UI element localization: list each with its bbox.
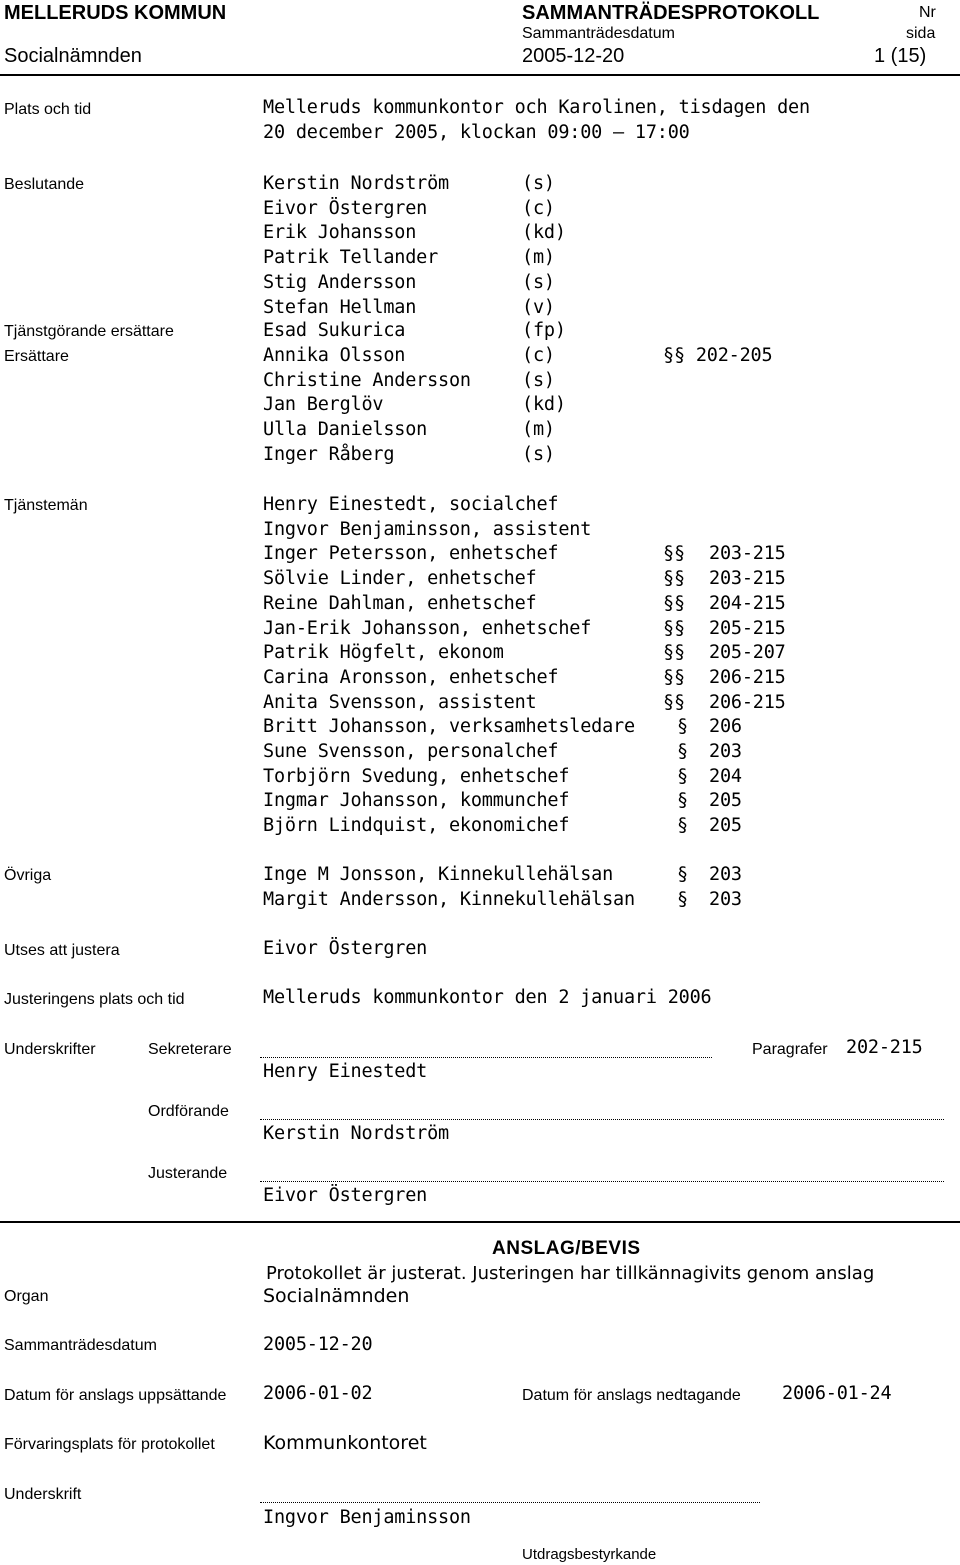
beslutande-member-name: Erik Johansson bbox=[263, 222, 417, 244]
beslutande-label: Beslutande bbox=[4, 176, 85, 193]
anslag-title: ANSLAG/BEVIS bbox=[492, 1238, 641, 1259]
tjansteman-member-paragraphs: 204 bbox=[709, 765, 742, 787]
ersattare-member-party: (kd) bbox=[522, 394, 566, 416]
header-rule bbox=[0, 74, 960, 76]
beslutande-member-party: (v) bbox=[522, 296, 555, 318]
beslutande-member-party: (s) bbox=[522, 173, 555, 194]
tjansteman-member: Sölvie Linder, enhetschef bbox=[263, 568, 537, 590]
tjansteman-member-paragraphs: 203-215 bbox=[709, 568, 786, 590]
tjansteman-member-paragraphs: 205 bbox=[709, 815, 742, 837]
ordforande-name: Kerstin Nordström bbox=[263, 1123, 449, 1144]
ovriga-member-paragraphs: 203 bbox=[709, 888, 742, 910]
underskrift-name: Ingvor Benjaminsson bbox=[263, 1507, 471, 1528]
paragraph-sign: § bbox=[677, 864, 688, 885]
plats-label: Plats och tid bbox=[4, 101, 92, 118]
forvaring-label: Förvaringsplats för protokollet bbox=[4, 1436, 215, 1453]
beslutande-member-name: Stefan Hellman bbox=[263, 296, 417, 318]
utses-label: Utses att justera bbox=[4, 942, 120, 959]
justering-label: Justeringens plats och tid bbox=[4, 991, 185, 1008]
sekreterare-signature-line[interactable] bbox=[260, 1057, 712, 1058]
tjanstgorande-label: Tjänstgörande ersättare bbox=[4, 323, 174, 340]
beslutande-member-name: Eivor Östergren bbox=[263, 197, 428, 219]
ersattare-member-paragraphs: §§ 202-205 bbox=[663, 345, 773, 366]
ovriga-member: Inge M Jonsson, Kinnekullehälsan bbox=[263, 864, 614, 885]
tjansteman-member-paragraphs: 204-215 bbox=[709, 592, 786, 614]
sida-label: sida bbox=[906, 25, 936, 42]
tjanstgorande-party: (fp) bbox=[522, 320, 566, 341]
ovriga-member: Margit Andersson, Kinnekullehälsan bbox=[263, 888, 635, 910]
beslutande-member-party: (kd) bbox=[522, 222, 566, 244]
tjansteman-member: Patrik Högfelt, ekonom bbox=[263, 642, 504, 664]
paragraph-sign: §§ bbox=[663, 617, 685, 639]
meeting-date: 2005-12-20 bbox=[522, 45, 625, 67]
organ-value: Socialnämnden bbox=[263, 1285, 410, 1307]
beslutande-member-party: (c) bbox=[522, 197, 555, 219]
ersattare-member-name: Inger Råberg bbox=[263, 443, 395, 465]
ovriga-label: Övriga bbox=[4, 867, 52, 884]
beslutande-member-name: Patrik Tellander bbox=[263, 247, 439, 269]
ovriga-member-paragraphs: 203 bbox=[709, 864, 742, 885]
date-label: Sammanträdesdatum bbox=[522, 25, 675, 42]
beslutande-member-name: Stig Andersson bbox=[263, 271, 417, 293]
paragraph-sign: § bbox=[677, 716, 688, 738]
tjansteman-member: Reine Dahlman, enhetschef bbox=[263, 592, 537, 614]
uppsattande-value: 2006-01-02 bbox=[263, 1383, 373, 1404]
sekreterare-name: Henry Einestedt bbox=[263, 1061, 428, 1082]
paragraph-sign: §§ bbox=[663, 543, 685, 565]
anslag-datum-label: Sammanträdesdatum bbox=[4, 1337, 157, 1354]
justering-value: Melleruds kommunkontor den 2 januari 2006 bbox=[263, 987, 712, 1008]
tjansteman-member: Jan-Erik Johansson, enhetschef bbox=[263, 617, 592, 639]
beslutande-member-party: (m) bbox=[522, 247, 555, 269]
plats-line-2: 20 december 2005, klockan 09:00 — 17:00 bbox=[263, 122, 690, 143]
ersattare-member-party: (s) bbox=[522, 443, 555, 465]
justerande-label: Justerande bbox=[148, 1165, 228, 1182]
nedtagande-value: 2006-01-24 bbox=[782, 1383, 892, 1404]
utdragsbestyrkande-label: Utdragsbestyrkande bbox=[522, 1546, 657, 1563]
sekreterare-label: Sekreterare bbox=[148, 1041, 232, 1058]
ersattare-member-party: (c) bbox=[522, 345, 555, 366]
paragraph-sign: § bbox=[677, 815, 688, 837]
beslutande-member-name: Kerstin Nordström bbox=[263, 173, 449, 194]
anslag-datum-value: 2005-12-20 bbox=[263, 1334, 373, 1355]
paragraph-sign: §§ bbox=[663, 568, 685, 590]
tjansteman-member: Inger Petersson, enhetschef bbox=[263, 543, 559, 565]
underskrift-signature-line[interactable] bbox=[260, 1502, 760, 1503]
paragraph-sign: §§ bbox=[663, 642, 685, 664]
underskrift-label: Underskrift bbox=[4, 1486, 82, 1503]
paragraph-sign: §§ bbox=[663, 592, 685, 614]
justerande-signature-line[interactable] bbox=[260, 1181, 944, 1182]
tjansteman-member: Sune Svensson, personalchef bbox=[263, 741, 559, 762]
ersattare-member-party: (s) bbox=[522, 369, 555, 391]
tjansteman-member: Ingvor Benjaminsson, assistent bbox=[263, 518, 592, 540]
ordforande-signature-line[interactable] bbox=[260, 1119, 944, 1120]
tjansteman-member: Henry Einestedt, socialchef bbox=[263, 494, 559, 515]
paragraph-sign: § bbox=[677, 790, 688, 812]
tjansteman-member-paragraphs: 203-215 bbox=[709, 543, 786, 565]
uppsattande-label: Datum för anslags uppsättande bbox=[4, 1387, 227, 1404]
tjansteman-member-paragraphs: 205 bbox=[709, 790, 742, 812]
paragrafer-label: Paragrafer bbox=[752, 1041, 828, 1058]
page-number: 1 (15) bbox=[874, 45, 927, 67]
tjansteman-member-paragraphs: 206 bbox=[709, 716, 742, 738]
tjansteman-member-paragraphs: 206-215 bbox=[709, 691, 786, 713]
ersattare-member-name: Jan Berglöv bbox=[263, 394, 384, 416]
tjansteman-label: Tjänstemän bbox=[4, 497, 88, 514]
paragrafer-value: 202-215 bbox=[846, 1037, 923, 1058]
justerande-name: Eivor Östergren bbox=[263, 1185, 428, 1206]
ersattare-member-name: Christine Andersson bbox=[263, 369, 471, 391]
paragraph-sign: § bbox=[677, 765, 688, 787]
paragraph-sign: § bbox=[677, 741, 688, 762]
ersattare-label: Ersättare bbox=[4, 348, 69, 365]
document-type-title: SAMMANTRÄDESPROTOKOLL bbox=[522, 2, 820, 24]
tjansteman-member: Britt Johansson, verksamhetsledare bbox=[263, 716, 635, 738]
ersattare-member-name: Ulla Danielsson bbox=[263, 419, 428, 441]
tjansteman-member: Torbjörn Svedung, enhetschef bbox=[263, 765, 570, 787]
nedtagande-label: Datum för anslags nedtagande bbox=[522, 1387, 741, 1404]
tjanstgorande-name: Esad Sukurica bbox=[263, 320, 406, 341]
paragraph-sign: §§ bbox=[663, 691, 685, 713]
plats-line-1: Melleruds kommunkontor och Karolinen, tisdagen den bbox=[263, 97, 810, 118]
anslag-text: Protokollet är justerat. Justeringen har tillkännagivits genom anslag bbox=[266, 1263, 875, 1284]
tjansteman-member-paragraphs: 203 bbox=[709, 741, 742, 762]
forvaring-value: Kommunkontoret bbox=[263, 1432, 427, 1454]
tjansteman-member-paragraphs: 205-215 bbox=[709, 617, 786, 639]
tjansteman-member: Ingmar Johansson, kommunchef bbox=[263, 790, 570, 812]
tjansteman-member: Carina Aronsson, enhetschef bbox=[263, 666, 559, 688]
tjansteman-member: Anita Svensson, assistent bbox=[263, 691, 537, 713]
municipality-title: MELLERUDS KOMMUN bbox=[4, 2, 227, 24]
tjansteman-member-paragraphs: 205-207 bbox=[709, 642, 786, 664]
ersattare-member-name: Annika Olsson bbox=[263, 345, 406, 366]
paragraph-sign: §§ bbox=[663, 666, 685, 688]
beslutande-member-party: (s) bbox=[522, 271, 555, 293]
ordforande-label: Ordförande bbox=[148, 1103, 229, 1120]
paragraph-sign: § bbox=[677, 888, 688, 910]
tjansteman-member: Björn Lindquist, ekonomichef bbox=[263, 815, 570, 837]
anslag-rule bbox=[0, 1221, 960, 1223]
utses-value: Eivor Östergren bbox=[263, 938, 428, 959]
committee-name: Socialnämnden bbox=[4, 45, 142, 67]
ersattare-member-party: (m) bbox=[522, 419, 555, 441]
nr-label: Nr bbox=[919, 4, 936, 21]
underskrifter-label: Underskrifter bbox=[4, 1041, 96, 1058]
organ-label: Organ bbox=[4, 1288, 49, 1305]
tjansteman-member-paragraphs: 206-215 bbox=[709, 666, 786, 688]
